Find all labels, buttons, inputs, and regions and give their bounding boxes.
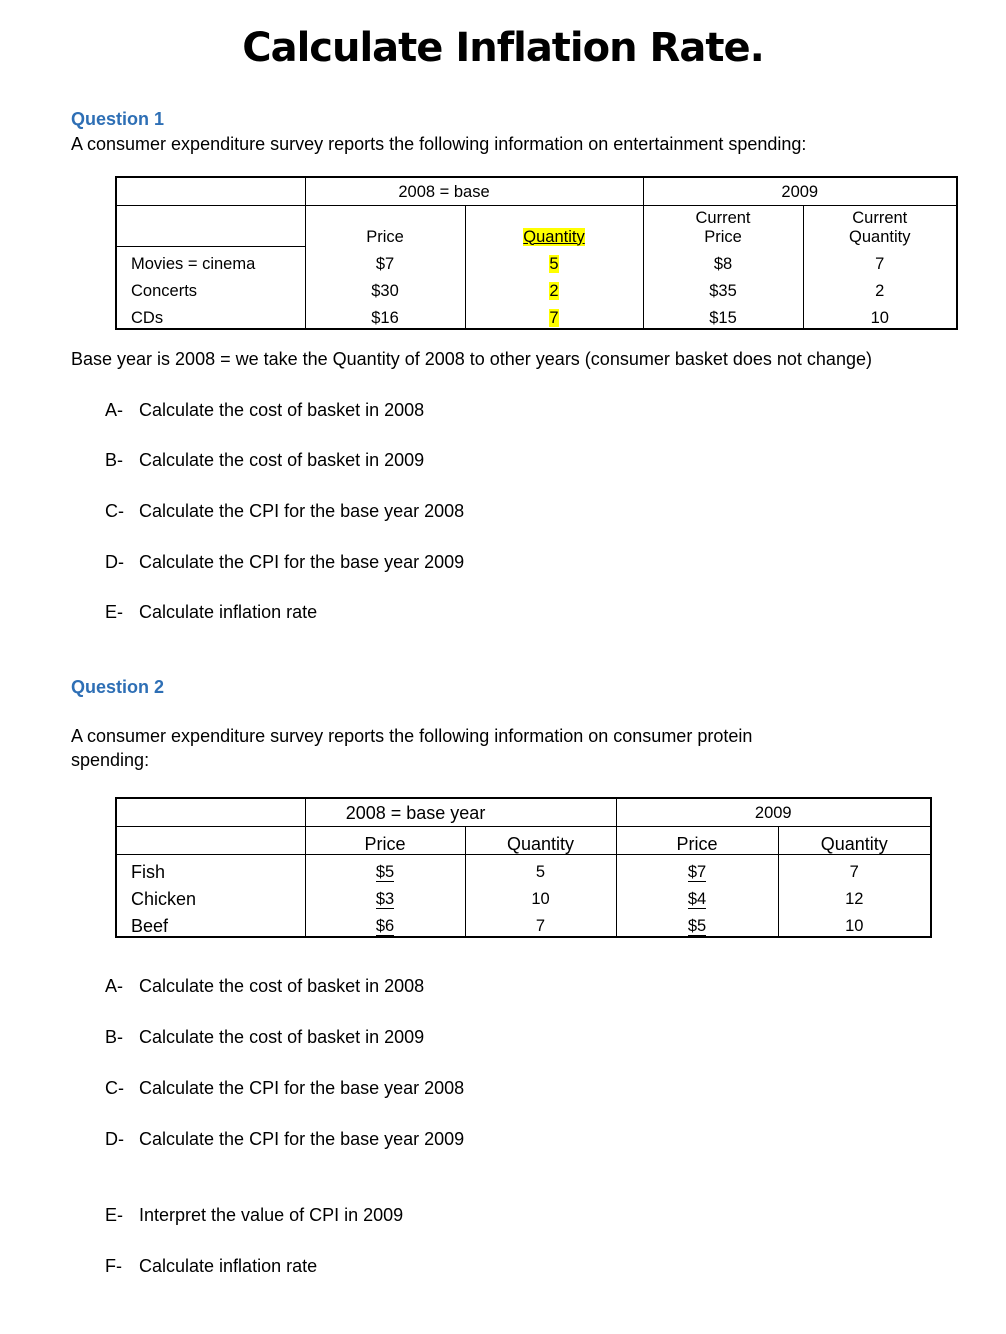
row-price: $7 — [305, 247, 465, 275]
table-row — [116, 247, 957, 275]
protein-table — [115, 797, 932, 938]
row-item: CDs — [116, 301, 305, 329]
task-letter: E- — [105, 602, 123, 622]
task-item — [105, 398, 424, 422]
row-current-quantity: 2 — [803, 274, 957, 301]
row-price — [305, 855, 465, 883]
table-row — [116, 909, 931, 937]
task-item — [105, 1076, 464, 1100]
page-title: Calculate Inflation Rate. — [242, 25, 764, 71]
header-blank — [116, 798, 305, 827]
col-quantity: Quantity — [465, 827, 616, 855]
row-price-2009-value: $7 — [687, 863, 707, 881]
task-text: Calculate the CPI for the base year 2009 — [139, 552, 465, 572]
task-text: Calculate inflation rate — [139, 602, 318, 622]
row-quantity-value: 5 — [549, 255, 559, 273]
col-quantity-label: Quantity — [523, 227, 585, 246]
question-2-intro-line2: spending: — [71, 750, 150, 770]
table-row — [116, 855, 931, 883]
year-2009-header: 2009 — [616, 798, 931, 827]
question-2-heading: Question 2 — [71, 677, 165, 697]
task-item — [105, 448, 424, 472]
table-header-row — [116, 798, 931, 827]
row-quantity: 5 — [465, 855, 616, 883]
row-price-value: $3 — [375, 890, 395, 908]
row-quantity: 10 — [465, 882, 616, 909]
task-letter: C- — [105, 501, 124, 521]
row-price-2009-value: $5 — [687, 917, 707, 935]
row-item: Beef — [116, 909, 305, 937]
task-letter: D- — [105, 552, 124, 572]
row-price-value: $6 — [375, 917, 395, 935]
question-1-heading: Question 1 — [71, 109, 165, 129]
row-current-quantity: 7 — [803, 247, 957, 275]
col-current-quantity — [803, 206, 957, 247]
row-price — [305, 909, 465, 937]
table-row — [116, 301, 957, 329]
table-header-row — [116, 177, 957, 206]
task-text: Calculate the CPI for the base year 2009 — [139, 1129, 465, 1149]
row-quantity-value: 2 — [549, 282, 559, 300]
col-quantity — [465, 206, 643, 247]
base-year-header: 2008 = base year — [305, 798, 616, 827]
question-2-intro-line1: A consumer expenditure survey reports the following information on consumer protein — [71, 726, 753, 746]
row-quantity-2009: 12 — [778, 882, 931, 909]
row-item: Fish — [116, 855, 305, 883]
row-item: Concerts — [116, 274, 305, 301]
col-price: Price — [305, 827, 465, 855]
row-current-price: $8 — [643, 247, 803, 275]
col-current-price — [643, 206, 803, 247]
task-letter: E- — [105, 1205, 123, 1225]
row-price: $30 — [305, 274, 465, 301]
task-letter: D- — [105, 1129, 124, 1149]
col-current-price-line2: Price — [704, 227, 742, 246]
task-item — [105, 600, 317, 624]
row-quantity-2009: 10 — [778, 909, 931, 937]
task-item — [105, 1203, 403, 1227]
row-quantity — [465, 247, 643, 275]
row-current-price: $35 — [643, 274, 803, 301]
task-item — [105, 1025, 424, 1049]
task-item — [105, 550, 464, 574]
col-price: Price — [305, 206, 465, 247]
row-item: Movies = cinema — [116, 247, 305, 275]
row-quantity: 7 — [465, 909, 616, 937]
task-letter: B- — [105, 450, 123, 470]
task-letter: B- — [105, 1027, 123, 1047]
table-row — [116, 882, 931, 909]
col-quantity-2009: Quantity — [778, 827, 931, 855]
row-item: Chicken — [116, 882, 305, 909]
task-item — [105, 499, 464, 523]
row-price — [305, 882, 465, 909]
task-item — [105, 1254, 317, 1278]
row-price: $16 — [305, 301, 465, 329]
row-current-price: $15 — [643, 301, 803, 329]
row-quantity — [465, 274, 643, 301]
task-item — [105, 1127, 464, 1151]
task-item — [105, 974, 424, 998]
task-text: Interpret the value of CPI in 2009 — [139, 1205, 404, 1225]
header-blank — [116, 177, 305, 206]
row-quantity — [465, 301, 643, 329]
task-letter: A- — [105, 976, 123, 996]
row-current-quantity: 10 — [803, 301, 957, 329]
col-price-2009: Price — [616, 827, 778, 855]
base-year-header: 2008 = base — [305, 177, 643, 206]
row-price-value: $5 — [375, 863, 395, 881]
table-row — [116, 274, 957, 301]
row-quantity-2009: 7 — [778, 855, 931, 883]
row-price-2009 — [616, 909, 778, 937]
row-quantity-value: 7 — [549, 309, 559, 327]
task-letter: C- — [105, 1078, 124, 1098]
subheader-blank — [116, 206, 305, 247]
row-price-2009-value: $4 — [687, 890, 707, 908]
year-2009-header: 2009 — [643, 177, 957, 206]
question-1-intro: A consumer expenditure survey reports the following information on entertainment spending: — [71, 134, 807, 154]
col-current-qty-line1: Current — [852, 208, 908, 227]
task-text: Calculate the cost of basket in 2008 — [139, 400, 425, 420]
task-letter: A- — [105, 400, 123, 420]
task-text: Calculate the cost of basket in 2009 — [139, 1027, 425, 1047]
task-text: Calculate the cost of basket in 2008 — [139, 976, 425, 996]
entertainment-table — [115, 176, 958, 330]
table-subheader-row — [116, 827, 931, 855]
col-current-price-line1: Current — [695, 208, 751, 227]
col-current-qty-line2: Quantity — [849, 227, 911, 246]
task-text: Calculate the CPI for the base year 2008 — [139, 1078, 465, 1098]
task-letter: F- — [105, 1256, 122, 1276]
table-subheader-row — [116, 206, 957, 247]
task-text: Calculate inflation rate — [139, 1256, 318, 1276]
task-text: Calculate the CPI for the base year 2008 — [139, 501, 465, 521]
row-price-2009 — [616, 855, 778, 883]
row-price-2009 — [616, 882, 778, 909]
base-year-note: Base year is 2008 = we take the Quantity of 2008 to other years (consumer basket does not change) — [71, 349, 872, 369]
subheader-blank — [116, 827, 305, 855]
task-text: Calculate the cost of basket in 2009 — [139, 450, 425, 470]
